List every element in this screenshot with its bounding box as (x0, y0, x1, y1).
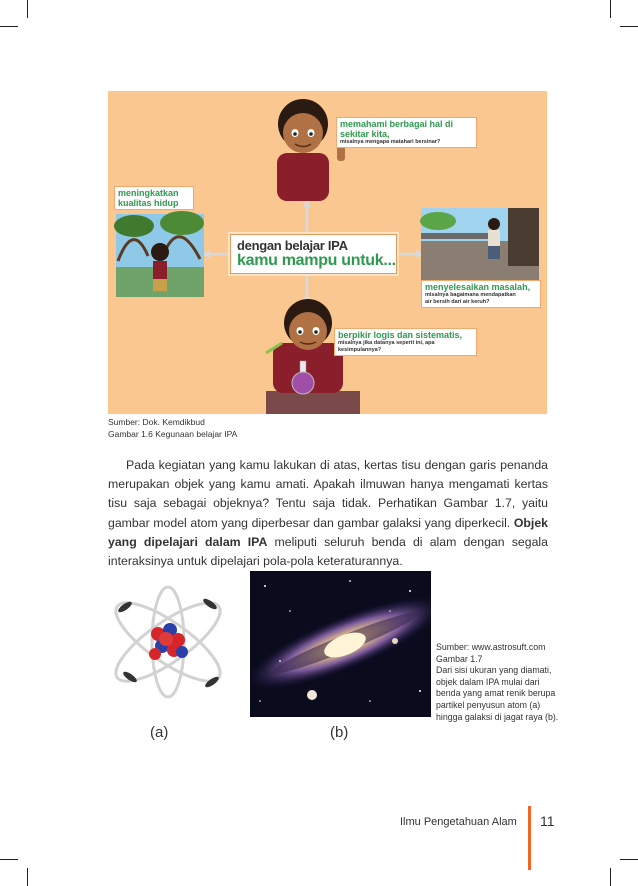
label-top (336, 117, 477, 148)
paragraph-part2: meliputi seluruh benda di alam dengan segala interaksinya untuk dipelajari pola-pola keteraturannya. (108, 534, 548, 569)
galaxy-photo-illustration (250, 571, 431, 717)
figure-1-6-caption: Gambar 1.6 Kegunaan belajar IPA (108, 429, 238, 439)
label-left-line2: kualitas hidup (118, 198, 179, 208)
figure-1-7-source (436, 642, 566, 723)
source-line-5: benda yang amat renik berupa (436, 688, 556, 699)
boy-thinking-illustration (277, 99, 345, 201)
crop-mark-br-h (620, 859, 638, 860)
crop-mark-tl-h (0, 26, 18, 27)
label-top-title: memahami berbagai hal di sekitar kita, (340, 119, 454, 139)
source-line-2: Gambar 1.7 (436, 653, 483, 664)
figure-1-6-source: Sumber: Dok. Kemdikbud (108, 417, 205, 427)
footer-divider (528, 806, 531, 870)
label-right (421, 280, 541, 308)
crop-mark-tl-v (27, 0, 28, 18)
boy-chemist-illustration (266, 299, 360, 414)
source-line-3: Dari sisi ukuran yang diamati, (436, 665, 552, 676)
label-bottom (334, 328, 477, 356)
label-left (114, 186, 194, 210)
label-bottom-sub: misalnya jika datanya seperti ini, apa kesimpulannya? (338, 340, 435, 353)
crop-mark-bl-h (0, 859, 18, 860)
source-line-4: objek dalam IPA mulai dari (436, 676, 540, 687)
paragraph-part1: Pada kegiatan yang kamu lakukan di atas, kertas tisu dengan garis penanda merupakan objek yang kamu amati. Apakah ilmuwan hanya mengamati kertas tisu saja sebagai objeknya? Tentu saja tidak. Perhatikan Gambar 1.7, yaitu gambar model atom yang diperbesar dan gambar galaksi yang diperkecil. (108, 458, 548, 530)
mangrove-scene-illustration (114, 211, 204, 297)
center-label-box (230, 234, 397, 274)
label-left-line1: meningkatkan (118, 188, 179, 198)
street-scene-illustration (420, 208, 539, 283)
body-paragraph (108, 456, 548, 571)
figure-label-a: (a) (150, 724, 169, 741)
crop-mark-br-v (610, 868, 611, 886)
crop-mark-tr-h (620, 26, 638, 27)
center-label-line2: kamu mampu untuk... (237, 252, 396, 269)
label-bottom-title: berpikir logis dan sistematis, (338, 330, 463, 340)
paragraph-bold: Objek yang dipelajari dalam IPA (108, 515, 548, 549)
crop-mark-tr-v (610, 0, 611, 18)
label-top-sub: misalnya mengapa matahari bersinar? (340, 139, 441, 145)
crop-mark-bl-v (27, 868, 28, 886)
source-line-1: Sumber: www.astrosuft.com (436, 642, 546, 652)
label-right-sub-1: misalnya bagaimana mendapatkan (425, 292, 516, 298)
atom-model-illustration (100, 582, 240, 702)
center-label-line1: dengan belajar IPA (237, 238, 348, 253)
label-right-title: menyelesaikan masalah, (425, 282, 531, 292)
figure-label-b: (b) (330, 724, 349, 741)
label-right-sub-2: air bersih dari air keruh? (425, 299, 490, 305)
source-line-6: partikel penyusun atom (a) (436, 699, 541, 710)
source-line-7: hingga galaksi di jagat raya (b). (436, 711, 559, 722)
page-number: 11 (540, 813, 555, 829)
footer-book-title: Ilmu Pengetahuan Alam (400, 816, 517, 828)
